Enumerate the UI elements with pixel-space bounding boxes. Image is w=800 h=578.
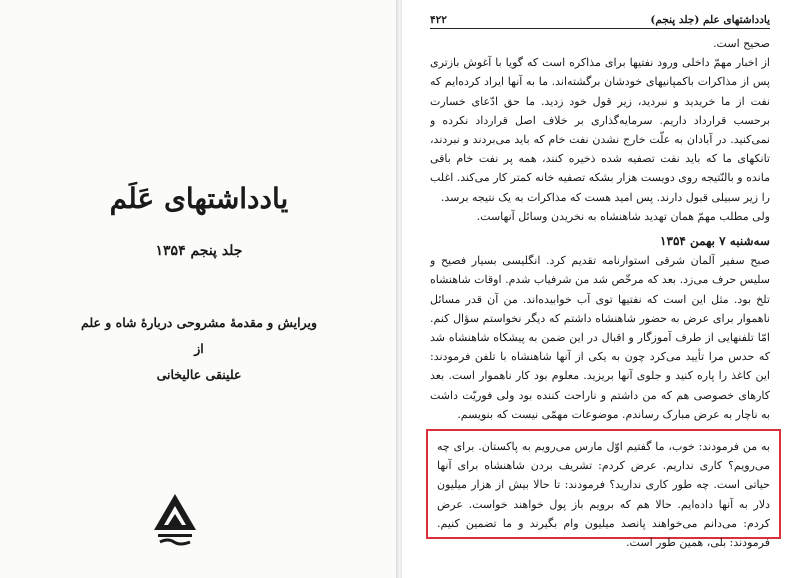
paragraph: صحیح است. bbox=[713, 37, 770, 50]
editor-line-1: ویرایش و مقدمهٔ مشروحی دربارهٔ شاه و علم bbox=[81, 315, 317, 330]
title-page bbox=[0, 0, 398, 578]
page-number: ۴۲۲ bbox=[430, 14, 447, 26]
running-header bbox=[430, 8, 770, 29]
editor-name: علینقی عالیخانی bbox=[156, 367, 242, 382]
body-text bbox=[430, 34, 770, 424]
entry-text: صبح سفیر آلمان شرقی استوارنامه تقدیم کرد. انگلیسی بسیار فصیح و سلیس حرف می‌زد. بعد که مرخّص شد من شرفیاب شدم. اوقات شاهنشاه تلخ بود. مثل این است که نفتیها توی آب خوابیده‌اند. من آن قدر مسائل ناهموار برای عرض به حضور شاهنشاه داشتم که دیگر نخواستم سؤال کنم. امّا تلفنهایی از طرف آموزگار و اقبال در این ضمن به پیشکاه شاهنشاه شد که حدس مرا تأیید می‌کرد چون به یکی از آنها شاهنشاه با تلفن فرمودند: این کاغذ را پاره کنید و جلوی آنها بریزید. معلوم بود کار ناهموار است. بعد کارهای خصوصی هم که من داشتم و ناراحت کننده بود ولی فوریّت داشت به ناچار به عرض مبارک رساندم. موضوعات مهمّی نیست که بنویسم. bbox=[430, 254, 770, 421]
book-title: یادداشتهای عَلَم bbox=[109, 182, 289, 215]
paragraph: از اخبار مهمّ داخلی ورود نفتیها برای مذاکره است که گویا با آغوش بازتری پس از مذاکرات باکمپانیهای خودشان برگشته‌اند. ما به آنها ایراد کرده‌ایم که نفت از ما خریدید و نبردید، زیر قول خود زدید. ما حق ادّعای خسارت برحسب قرارداد داریم. سرمایه‌گذاری بر خلاف اصل قرارداد نکرده و نمی‌کنید. در آبادان به علّت خارج نشدن نفت خام که باید می‌بردند و نبردند، تانکهای ما که باید نفت تصفیه شده ذخیره کنند، همه پر نفت خام باقی مانده و بالنّتیجه روی دویست هزار بشکه تصفیه خانه کمتر کار می‌کند. اغلب را زیر سبیلی قبول دارند. پس امید هست که مذاکرات به یک نتیجه برسد. bbox=[430, 56, 770, 204]
editor-line-2: از bbox=[194, 341, 204, 356]
paragraph: ولی مطلب مهمّ همان تهدید شاهنشاه به نخریدن وسائل آنهاست. bbox=[476, 209, 770, 223]
running-header-title: یادداشتهای علم (جلد پنجم) bbox=[650, 14, 770, 26]
editor-block bbox=[0, 310, 398, 388]
volume-label: جلد پنجم ۱۳۵۴ bbox=[155, 243, 243, 259]
entry-date: سه‌شنبه ۷ بهمن ۱۳۵۴ bbox=[660, 234, 770, 249]
publisher-logo-icon bbox=[150, 492, 200, 548]
highlighted-passage bbox=[426, 429, 781, 550]
highlighted-text: به من فرمودند: خوب، ما گفتیم اوّل مارس می‌رویم به پاکستان. برای چه می‌رویم؟ کاری نداریم. عرض کردم: تشریف بردن شاهنشاه برای آنها حیاتی است. چه طور کاری ندارید؟ فرمودند: تا حالا بیش از هزار میلیون دلار به آنها داده‌ایم. حالا هم که برویم باز پول خواهند خواست. عرض کردم: می‌دانم می‌خواهند پانصد میلیون وام بگیرند و ما تضمین کنیم. فرمودند: بلی، همین طور است. bbox=[437, 440, 770, 550]
